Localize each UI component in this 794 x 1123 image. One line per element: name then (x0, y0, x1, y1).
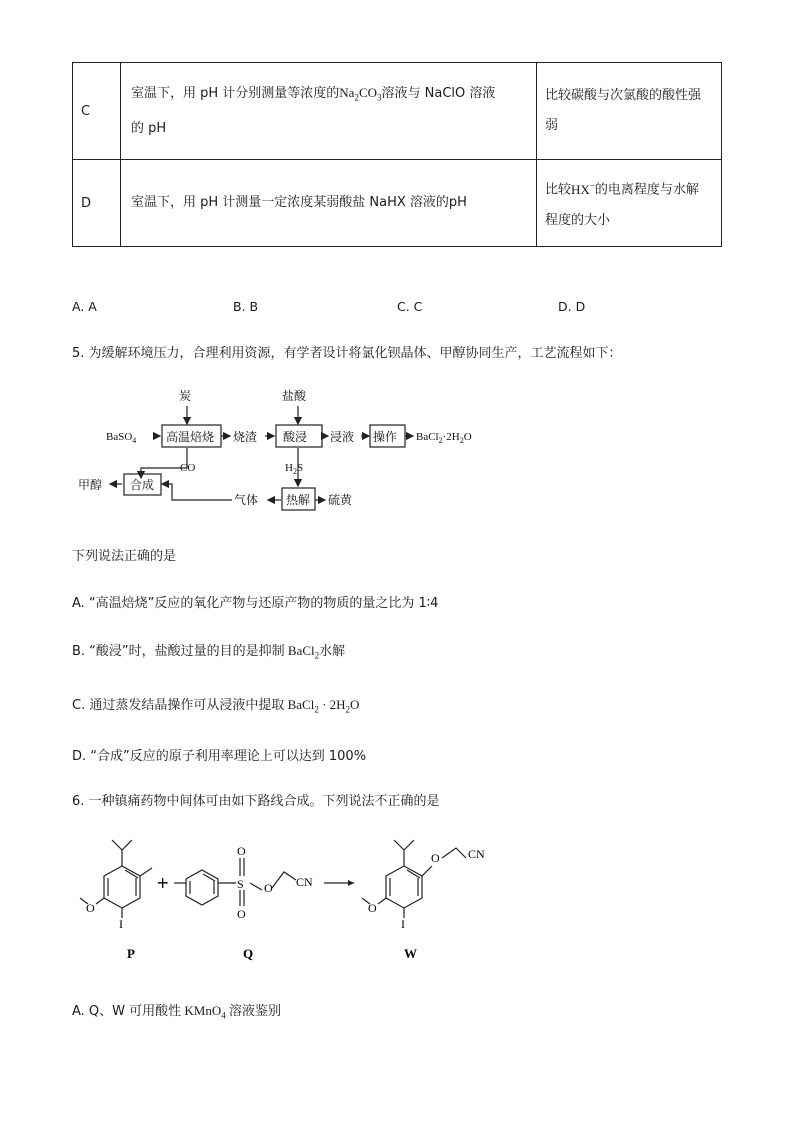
q5-option-d[interactable]: D. “合成”反应的原子利用率理论上可以达到 100% (72, 749, 367, 764)
q5-option-b[interactable]: B. “酸浸”时，盐酸过量的目的是抑制 BaCl$_2$水解 (72, 643, 346, 661)
q-oxygen-ether: O (264, 881, 273, 895)
sulfur-label: 硫黄 (328, 493, 353, 507)
ion-hx: HX− (571, 180, 595, 197)
slag-label: 烧渣 (233, 430, 258, 444)
q6-option-a[interactable]: A. Q、W 可用酸性 KMnO$_4$ 溶液鉴别 (72, 1003, 282, 1021)
molecule-q (174, 858, 296, 906)
formula-bacl2-2h2o: BaCl$_2$ · $2H_2O$ (284, 697, 360, 715)
pyrolysis-label: 热解 (286, 493, 311, 507)
q4-choice-b[interactable]: B. B (233, 299, 259, 314)
carbon-label: 炭 (179, 389, 192, 403)
synthesis-label: 合成 (130, 478, 155, 492)
formula-bacl2: BaCl$_2$ (284, 643, 320, 661)
acid-leach-label: 酸浸 (283, 430, 308, 444)
label-w: W (404, 946, 417, 961)
option-c-description: 室温下，用 pH 计分别测量等浓度的$Na_2CO_3$溶液与 NaClO 溶液 的 pH (121, 63, 537, 160)
q6-stem: 6. 一种镇痛药物中间体可由如下路线合成。下列说法不正确的是 (72, 794, 440, 809)
option-d-description: 室温下，用 pH 计测量一定浓度某弱酸盐 NaHX 溶液的pH (121, 160, 537, 247)
formula-kmno4: KMnO$_4$ (181, 1003, 226, 1021)
q4-choice-a[interactable]: A. A (72, 299, 97, 314)
q5-question: 下列说法正确的是 (72, 549, 177, 564)
p-iodine: I (119, 917, 123, 931)
leachate-label: 浸液 (330, 430, 355, 444)
baso4-label: BaSO$_4$ (106, 431, 137, 445)
w-iodine: I (401, 917, 405, 931)
w-nitrile: CN (468, 847, 485, 861)
q5-process-flow-diagram (72, 380, 502, 520)
formula-na2co3: $Na_2CO_3$ (339, 84, 382, 103)
plus-sign: + (156, 873, 170, 892)
q5-option-c[interactable]: C. 通过蒸发结晶操作可从浸液中提取 BaCl$_2$ · $2H_2O$ (72, 697, 360, 715)
methanol-label: 甲醇 (78, 478, 103, 492)
option-letter-d: D (73, 160, 121, 247)
q-oxygen-top: O (237, 844, 246, 858)
experiment-options-table (72, 62, 722, 247)
co-label: CO (180, 462, 196, 474)
q-sulfur: S (237, 877, 244, 891)
w-oxygen-methoxy: O (368, 901, 377, 915)
h2s-label: $H_2S$ (285, 462, 304, 476)
label-q: Q (243, 946, 254, 961)
label-p: P (127, 946, 135, 961)
arrow-gas-synthesis (162, 484, 232, 500)
operation-label: 操作 (373, 430, 398, 444)
q4-choice-c[interactable]: C. C (397, 299, 423, 314)
q4-choice-d[interactable]: D. D (558, 299, 586, 314)
roast-label: 高温焙烧 (166, 430, 215, 444)
table-row-c (73, 63, 722, 160)
product-label: $BaCl_2\cdot 2H_2O$ (416, 431, 472, 445)
q-oxygen-bottom: O (237, 907, 246, 921)
q5-stem: 5. 为缓解环境压力，合理利用资源，有学者设计将氯化钡晶体、甲醇协同生产，工艺流程如下： (72, 346, 622, 361)
option-d-purpose: 比较HX−的电离程度与水解 程度的大小 (537, 160, 722, 247)
hcl-label: 盐酸 (282, 389, 307, 403)
molecule-w (362, 840, 466, 918)
w-oxygen-top: O (431, 851, 440, 865)
p-oxygen: O (86, 901, 95, 915)
option-letter-c: C (73, 63, 121, 160)
q6-synthesis-route (72, 828, 502, 963)
q-nitrile: CN (296, 875, 313, 889)
table-row-d (73, 160, 722, 247)
gas-label: 气体 (234, 493, 259, 507)
option-c-purpose: 比较碳酸与次氯酸的酸性强 弱 (537, 63, 722, 160)
q5-option-a[interactable]: A. “高温焙烧”反应的氧化产物与还原产物的物质的量之比为 1∶4 (72, 596, 439, 611)
